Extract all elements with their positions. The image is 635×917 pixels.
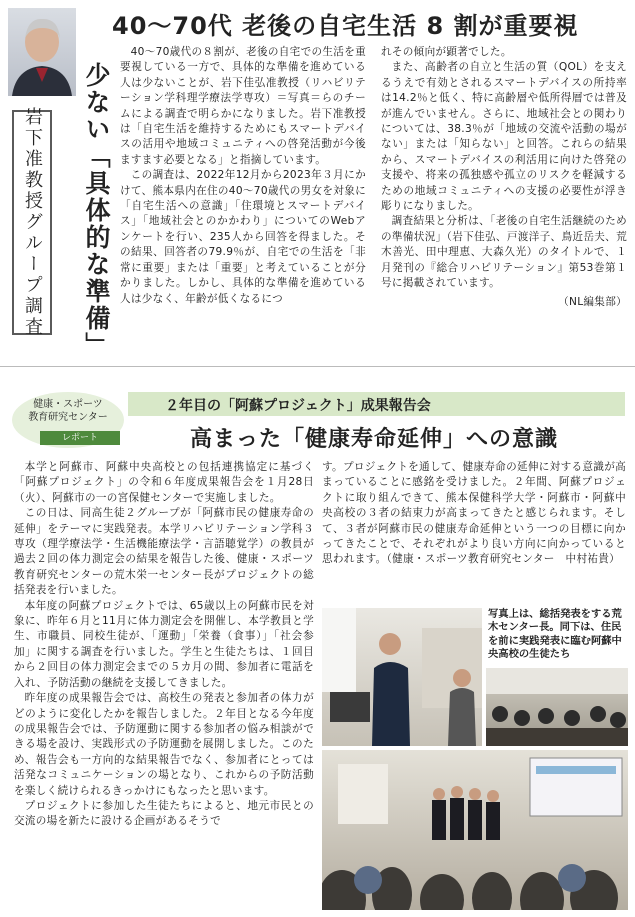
vertical-heading: 少ない「具体的な準備」 xyxy=(82,62,111,359)
org-label: 健康・スポーツ 教育研究センター xyxy=(28,399,108,423)
bottom-headline: 高まった「健康寿命延伸」への意識 xyxy=(190,427,559,452)
paragraph: また、高齢者の自立と生活の質（QOL）を支えるうえで有効とされるスマートデバイスの所持率は14.2％と低く、特に高齢層や低所得層では普及が進んでいません。さらに、地域社会との関わりについては、38.3％が「地域の交流や活動の場がない」または「知らない」と回答。これらの結果から、スマートデバイスの利活用に向けた啓発の支援や、将来の孤独感や孤立のリスクを軽減するための地域コミュニティへの支援の必要性が浮き彫りになりました。 xyxy=(381,61,627,213)
room-photo xyxy=(486,668,628,746)
paragraph: 昨年度の成果報告会では、高校生の発表と参加者の体力がどのように変化したかを報告しました。２年目となる今年度の成果報告会では、予防運動に関する参加者の悩み相談ができる場を設け、実践形式の予防運動を展開しました。このため、報告会も一方向的な結果報告でなく、参加者にとっては活発なコミュニケーションの場となり、これからの予防活動を楽しく続けられるきっかけにもなったと思います。 xyxy=(14,692,314,797)
report-badge: レポート xyxy=(40,431,120,445)
students-photo xyxy=(322,750,628,910)
top-column-2 xyxy=(381,45,627,310)
bottom-subtitle: ２年目の「阿蘇プロジェクト」成果報告会 xyxy=(165,398,431,414)
paragraph: 本年度の阿蘇プロジェクトでは、65歳以上の阿蘇市民を対象に、昨年６月と11月に体力測定会を開催し、本学教員と学生、市職員、同校生徒が、「運動」「栄養（食事）」「社会参加」に関する調査を行いました。学生と生徒たちは、１回目から２回目の体力測定会までの５カ月の間、参加者に電話を入れ、予防活動の継続を支援してきました。 xyxy=(14,599,314,689)
paragraph: プロジェクトに参加した生徒たちによると、地元市民との交流の場を新たに設ける企画があるそうで xyxy=(14,799,314,828)
top-headline: 40～70代 老後の自宅生活 8 割が重要視 xyxy=(112,12,579,40)
vertical-group-label: 岩下准教授グループ調査 xyxy=(22,107,43,338)
paragraph: れその傾向が顕著でした。 xyxy=(381,46,512,58)
paragraph: この日は、同高生徒２グループが「阿蘇市民の健康寿命の延伸」をテーマに実践発表。本学リハビリテーション学科３専攻（理学療法学・生活機能療法学・言語聴覚学）の教員が過去２回の体力測定会の結果を報告した後、健康・スポーツ教育研究センターの荒木栄一センター長がプロジェクトの総括発表を行いました。 xyxy=(14,507,314,597)
paragraph: 調査結果と分析は、「老後の自宅生活継続のための準備状況」（岩下佳弘、戸渡洋子、鳥近岳夫、荒木善光、田中理恵、大森久光）のタイトルで、１月発刊の『総合リハビリテーション』第53巻第１号に掲載されています。 xyxy=(381,215,627,290)
presenter-photo xyxy=(322,608,482,746)
section-divider xyxy=(0,366,635,367)
paragraph: す。プロジェクトを通して、健康寿命の延伸に対する意識が高まっていることに感銘を受けました。２年間、阿蘇プロジェクトに取り組んできて、熊本保健科学大学・阿蘇市・阿蘇中央高校の３者の結束力が高まってきたと感じられます。そして、３者が阿蘇市民の健康寿命延伸という一つの目標に向かってきたことで、それぞれがより良い方向に向かっていると思われます。（健康・スポーツ教育研究センター 中村祐貴） xyxy=(322,461,626,566)
bottom-column-2 xyxy=(322,460,626,568)
paragraph: 40～70歳代の８割が、老後の自宅での生活を重要視している一方で、具体的な準備を進めている人は少ないことが、岩下佳弘准教授（リハビリテーション学科理学療法学専攻）＝写真＝らのチームによる調査で明らかになりました。岩下准教授は「自宅生活を維持するためにもスマートデバイスの活用や地域コミュニティへの啓発活動が今後ますます必要となる」と指摘しています。 xyxy=(120,46,366,166)
signature: （NL編集部） xyxy=(558,295,627,308)
paragraph: この調査は、2022年12月から2023年３月にかけて、熊本県内在住の40～70歳代の男女を対象に「自宅生活への意識」「住環境とスマートデバイス」「地域社会とのかかわり」についてのWebアンケートを行い、235人から回答を得ました。その結果、回答者の79.9％が、自宅での生活を「非常に重要」または「重要」と考えていることが分かりました。しかし、具体的な準備を進めている人は少なく、年齢が低くなるにつ xyxy=(120,169,366,305)
paragraph: 本学と阿蘇市、阿蘇中央高校との包括連携協定に基づく「阿蘇プロジェクト」の令和６年度成果報告会を１月28日（火）、阿蘇市の一の宮保健センターで実施しました。 xyxy=(14,461,314,504)
vertical-group-box xyxy=(12,107,52,338)
bottom-column-1 xyxy=(14,460,314,830)
professor-photo xyxy=(8,8,76,96)
photo-caption: 写真上は、総括発表をする荒木センター長。同下は、住民を前に実践発表に臨む阿蘇中央高校の生徒たち xyxy=(488,608,622,661)
top-column-1 xyxy=(120,45,366,307)
